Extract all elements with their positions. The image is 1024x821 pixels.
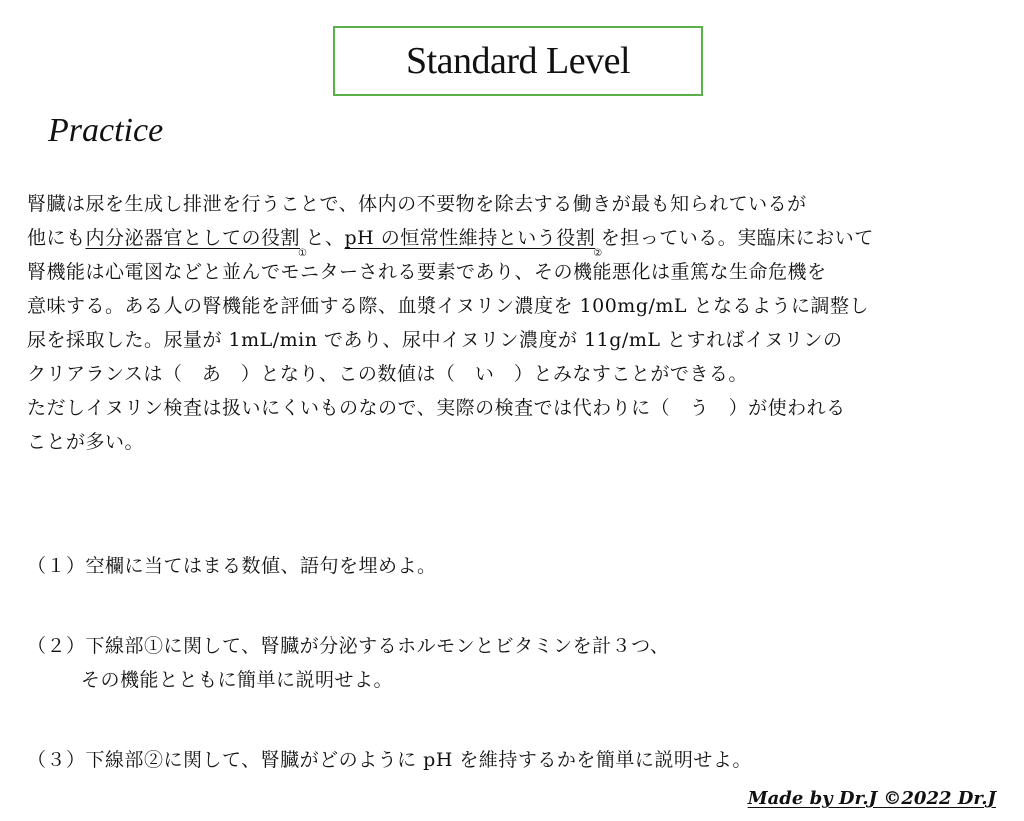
- passage-line: ことが多い。: [27, 431, 145, 453]
- passage-line: 腎臓は尿を生成し排泄を行うことで、体内の不要物を除去する働きが最も知られているが: [27, 193, 807, 215]
- section-heading: Practice: [48, 112, 164, 149]
- question-1: （１）空欄に当てはまる数値、語句を埋めよ。: [27, 555, 437, 577]
- title-box: [333, 26, 703, 96]
- passage-line: ただしイヌリン検査は扱いにくいものなので、実際の検査では代わりに（ う ）が使われる: [27, 397, 846, 419]
- questions: [27, 557, 1002, 785]
- passage-line: クリアランスは（ あ ）となり、この数値は（ い ）とみなすことができる。: [27, 363, 748, 385]
- passage-line: 腎機能は心電図などと並んでモニターされる要素であり、その機能悪化は重篤な生命危機を: [27, 261, 827, 283]
- passage-line: 尿を採取した。尿量が 1mL/min であり、尿中イヌリン濃度が 11g/mL とすればイヌリンの: [27, 329, 843, 351]
- question-3: （３）下線部②に関して、腎臓がどのように pH を維持するかを簡単に説明せよ。: [27, 749, 752, 771]
- passage-text: を担っている。実臨床において: [600, 227, 874, 249]
- question-2-continued: その機能とともに簡単に説明せよ。: [81, 669, 394, 691]
- underline-1: 内分泌器官としての役割: [85, 227, 301, 249]
- passage-text: 他にも: [27, 227, 86, 249]
- question-2: （２）下線部①に関して、腎臓が分泌するホルモンとビタミンを計３つ、: [27, 635, 670, 657]
- underline-marker-1: ①: [298, 248, 308, 259]
- passage-text: と、: [305, 227, 345, 249]
- passage-line: [27, 229, 1002, 263]
- spacer: [27, 705, 1002, 751]
- passage: [27, 195, 1002, 467]
- passage-line: 意味する。ある人の腎機能を評価する際、血漿イヌリン濃度を 100mg/mL となるように調整し: [27, 295, 870, 317]
- page-title: Standard Level: [405, 40, 631, 82]
- spacer: [27, 591, 1002, 637]
- underline-marker-2: ②: [593, 248, 603, 259]
- underline-2: pH の恒常性維持という役割: [344, 227, 596, 249]
- author-credit: Made by Dr.J ©2022 Dr.J: [747, 788, 996, 809]
